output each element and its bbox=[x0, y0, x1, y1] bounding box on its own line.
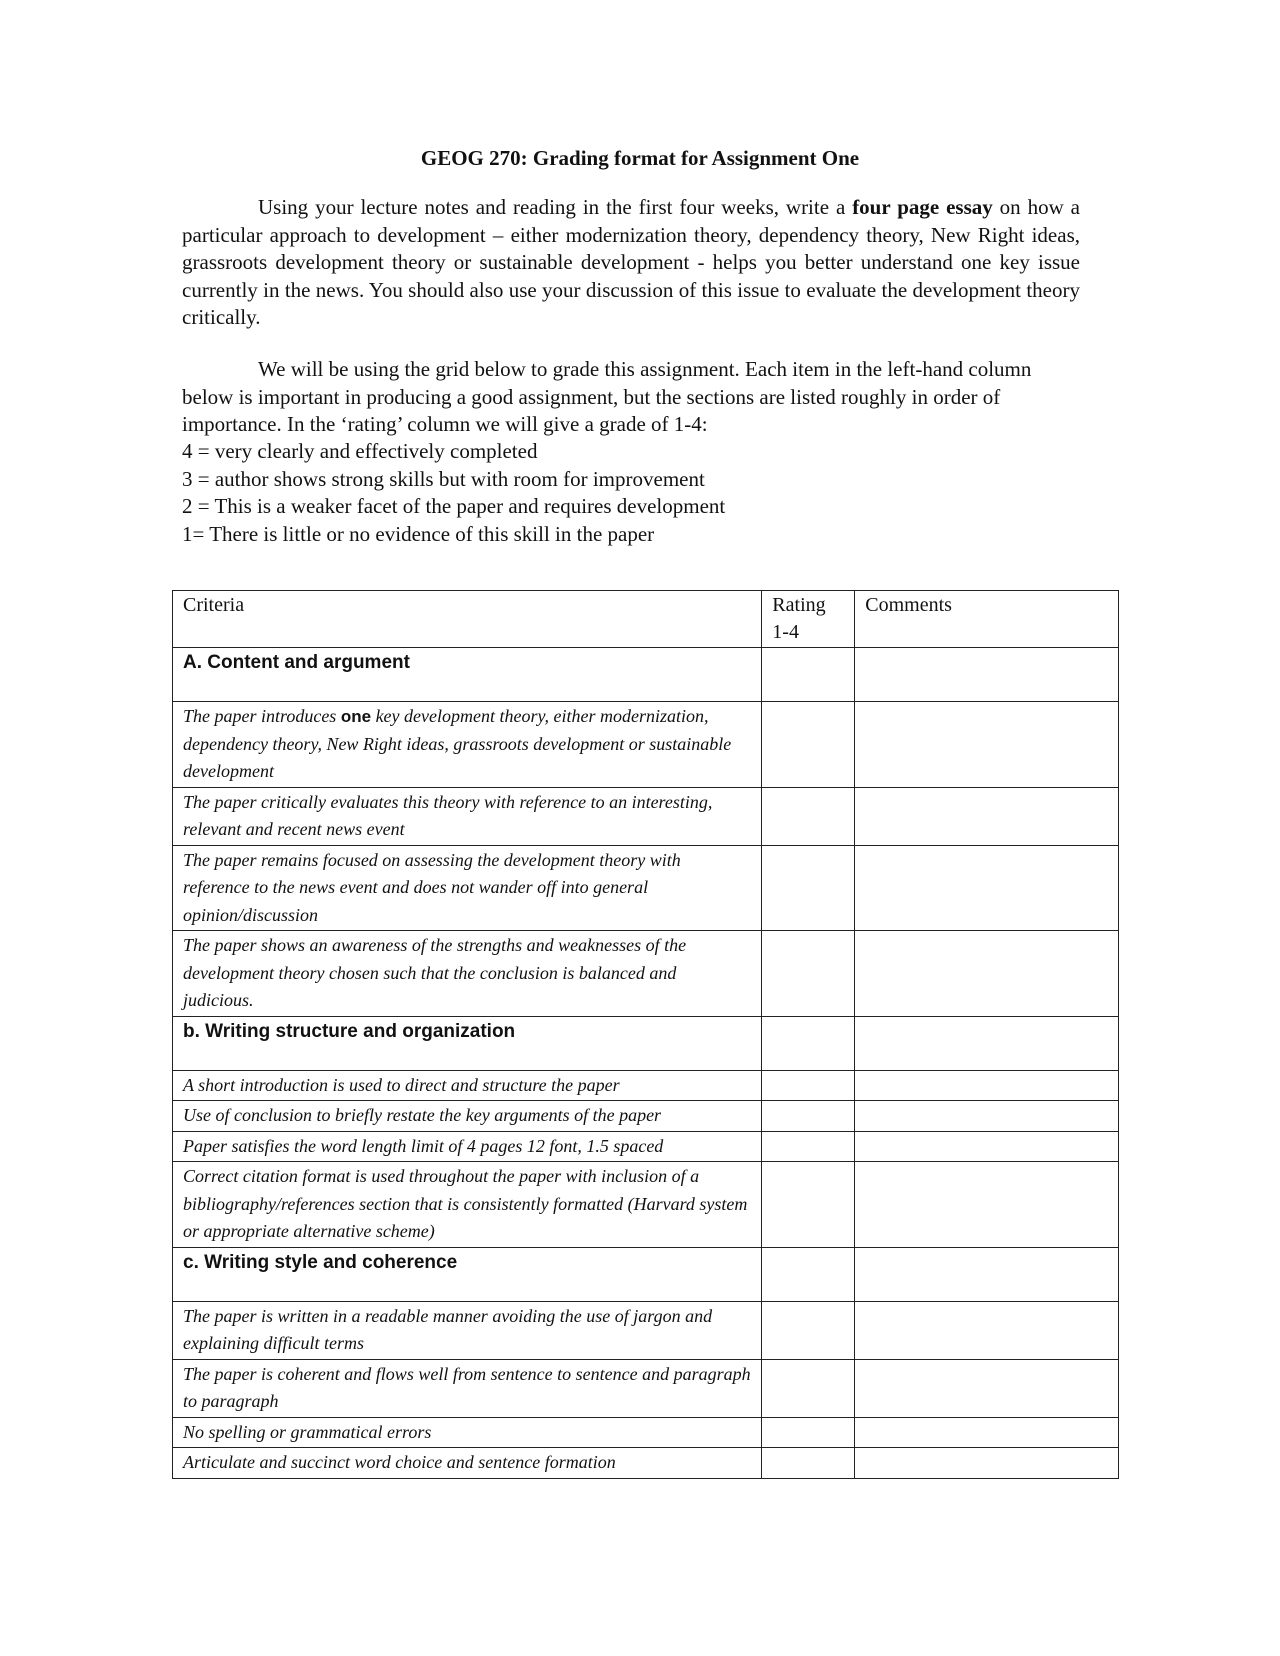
intro-emphasis: four page essay bbox=[852, 195, 993, 219]
comments-cell bbox=[855, 787, 1119, 845]
rating-cell bbox=[762, 1359, 855, 1417]
comments-cell bbox=[855, 1162, 1119, 1248]
rating-cell bbox=[762, 1162, 855, 1248]
comments-cell bbox=[855, 1301, 1119, 1359]
section-heading: b. Writing structure and organization bbox=[173, 1016, 762, 1070]
page-title: GEOG 270: Grading format for Assignment One bbox=[420, 146, 860, 170]
rating-cell bbox=[762, 648, 855, 702]
comments-cell bbox=[855, 1070, 1119, 1101]
table-header-row bbox=[173, 591, 1119, 648]
rating-scale-list bbox=[182, 438, 725, 548]
rating-cell bbox=[762, 845, 855, 931]
section-row bbox=[173, 648, 1119, 702]
criteria-header: Criteria bbox=[173, 591, 762, 648]
comments-cell bbox=[855, 1448, 1119, 1479]
section-heading: A. Content and argument bbox=[173, 648, 762, 702]
comments-cell bbox=[855, 1016, 1119, 1070]
rating-header: Rating 1-4 bbox=[762, 591, 855, 648]
table-row bbox=[173, 1131, 1119, 1162]
intro-text-end: on how a particular approach to development – either modernization theory, dependency theory, New Right ideas, grassroots development theory or sustainable development - helps you better understand one key issue currently in the news. You should also use your discussion of this issue to evaluate the development theory critically. bbox=[182, 195, 1080, 329]
rating-cell bbox=[762, 931, 855, 1017]
rating-cell bbox=[762, 1417, 855, 1448]
comments-cell bbox=[855, 1359, 1119, 1417]
rating-scale-item: 4 = very clearly and effectively completed bbox=[182, 439, 538, 463]
criterion-emphasis: one bbox=[340, 707, 372, 726]
comments-cell bbox=[855, 1417, 1119, 1448]
rating-scale-item: 2 = This is a weaker facet of the paper and requires development bbox=[182, 494, 726, 518]
rating-scale-item: 1= There is little or no evidence of this skill in the paper bbox=[182, 521, 655, 546]
rating-cell bbox=[762, 702, 855, 788]
table-row bbox=[173, 702, 1119, 788]
table-row bbox=[173, 931, 1119, 1017]
section-heading: c. Writing style and coherence bbox=[173, 1247, 762, 1301]
rating-cell bbox=[762, 1448, 855, 1479]
criterion-text: The paper critically evaluates this theory with reference to an interesting, relevant and recent news event bbox=[173, 787, 762, 845]
criterion-text: Use of conclusion to briefly restate the key arguments of the paper bbox=[173, 1101, 762, 1132]
table-row bbox=[173, 1448, 1119, 1479]
table-row bbox=[173, 1417, 1119, 1448]
rating-cell bbox=[762, 787, 855, 845]
rating-cell bbox=[762, 1016, 855, 1070]
section-row bbox=[173, 1247, 1119, 1301]
table-row bbox=[173, 1162, 1119, 1248]
criterion-text-start: The paper introduces bbox=[183, 706, 341, 726]
grading-note-text: We will be using the grid below to grade this assignment. Each item in the left-hand column below is important in producing a good assignment, but the sections are listed roughly in order of importance. In the ‘rating’ column we will give a grade of 1-4: bbox=[182, 357, 1032, 436]
intro-paragraph bbox=[182, 194, 1080, 332]
comments-cell bbox=[855, 1247, 1119, 1301]
section-row bbox=[173, 1016, 1119, 1070]
rating-cell bbox=[762, 1131, 855, 1162]
rating-cell bbox=[762, 1101, 855, 1132]
criterion-text bbox=[173, 702, 762, 788]
criterion-text: The paper is coherent and flows well from sentence to sentence and paragraph to paragraph bbox=[173, 1359, 762, 1417]
comments-cell bbox=[855, 1131, 1119, 1162]
criterion-text: A short introduction is used to direct and structure the paper bbox=[173, 1070, 762, 1101]
table-row bbox=[173, 1359, 1119, 1417]
criterion-text: The paper shows an awareness of the strengths and weaknesses of the development theory chosen such that the conclusion is balanced and judicious. bbox=[173, 931, 762, 1017]
table-row bbox=[173, 1101, 1119, 1132]
intro-text-start: Using your lecture notes and reading in the first four weeks, write a bbox=[258, 195, 853, 219]
criterion-text: The paper is written in a readable manner avoiding the use of jargon and explaining difficult terms bbox=[173, 1301, 762, 1359]
criterion-text: Articulate and succinct word choice and sentence formation bbox=[173, 1448, 762, 1479]
comments-header: Comments bbox=[855, 591, 1119, 648]
comments-cell bbox=[855, 931, 1119, 1017]
table-row bbox=[173, 787, 1119, 845]
comments-cell bbox=[855, 1101, 1119, 1132]
criterion-text-end: key development theory, either modernization, dependency theory, New Right ideas, grassroots development or sustainable development bbox=[183, 706, 732, 781]
table-row bbox=[173, 1070, 1119, 1101]
rating-scale-item: 3 = author shows strong skills but with room for improvement bbox=[182, 466, 705, 491]
criterion-text: Correct citation format is used throughout the paper with inclusion of a bibliography/references section that is consistently formatted (Harvard system or appropriate alternative scheme) bbox=[173, 1162, 762, 1248]
grading-note-paragraph bbox=[182, 356, 1080, 439]
table-row bbox=[173, 1301, 1119, 1359]
criterion-text: No spelling or grammatical errors bbox=[173, 1417, 762, 1448]
comments-cell bbox=[855, 702, 1119, 788]
criterion-text: Paper satisfies the word length limit of 4 pages 12 font, 1.5 spaced bbox=[173, 1131, 762, 1162]
rating-cell bbox=[762, 1070, 855, 1101]
rating-cell bbox=[762, 1247, 855, 1301]
comments-cell bbox=[855, 648, 1119, 702]
grading-grid-table bbox=[172, 590, 1119, 1479]
comments-cell bbox=[855, 845, 1119, 931]
rating-cell bbox=[762, 1301, 855, 1359]
table-row bbox=[173, 845, 1119, 931]
criterion-text: The paper remains focused on assessing the development theory with reference to the news event and does not wander off into general opinion/discussion bbox=[173, 845, 762, 931]
